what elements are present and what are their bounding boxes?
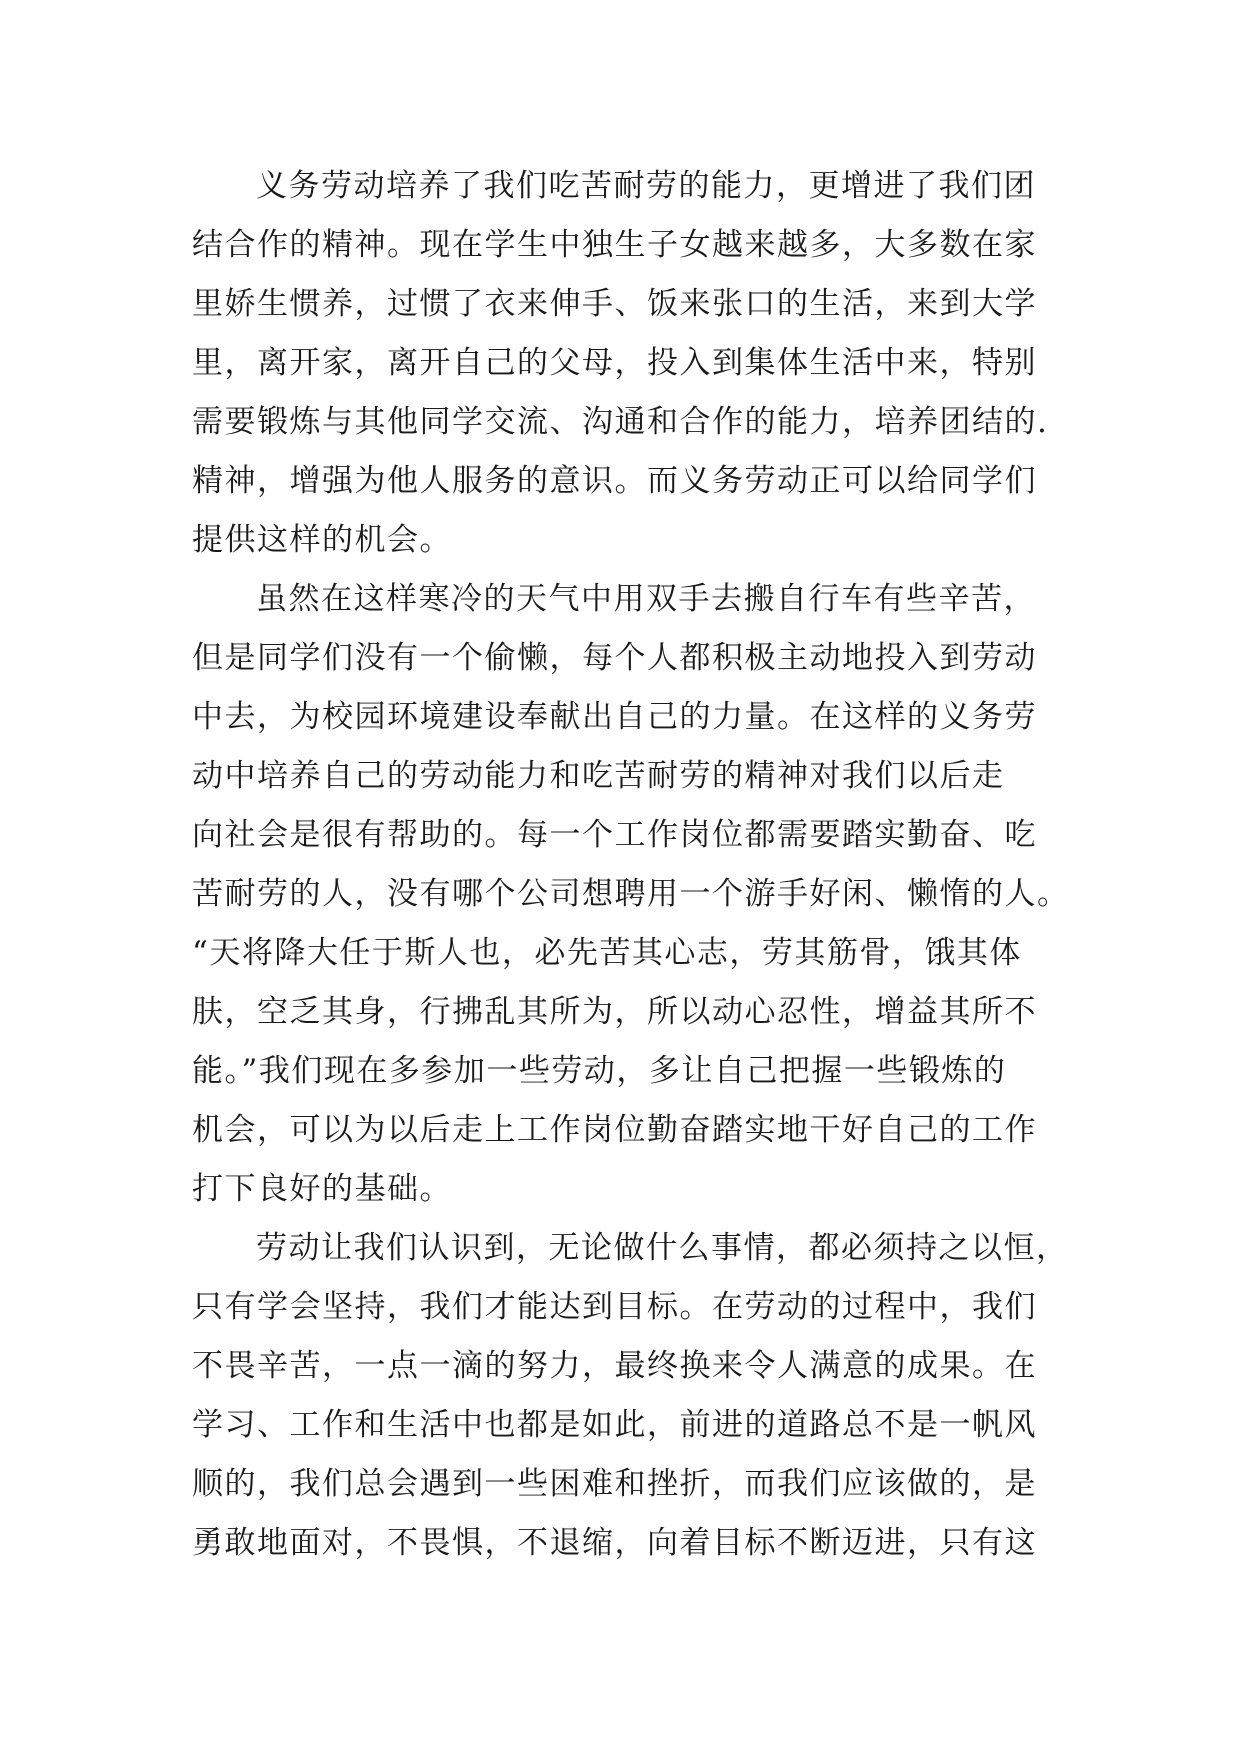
text-line: 里娇生惯养，过惯了衣来伸手、饭来张口的生活，来到大学 bbox=[192, 286, 1037, 322]
text-line: 苦耐劳的人，没有哪个公司想聘用一个游手好闲、懒惰的人。 bbox=[192, 876, 1070, 912]
text-line: 向社会是很有帮助的。每一个工作岗位都需要踏实勤奋、吃 bbox=[192, 817, 1037, 853]
text-line: 只有学会坚持，我们才能达到目标。在劳动的过程中，我们 bbox=[192, 1289, 1037, 1325]
text-line: 顺的，我们总会遇到一些困难和挫折，而我们应该做的，是 bbox=[192, 1466, 1037, 1502]
paragraph-3 bbox=[192, 1219, 1069, 1573]
text-line: 但是同学们没有一个偷懒，每个人都积极主动地投入到劳动 bbox=[192, 640, 1037, 676]
text-line: 里，离开家，离开自己的父母，投入到集体生活中来，特别 bbox=[192, 345, 1037, 381]
text-line: 能。”我们现在多参加一些劳动，多让自己把握一些锻炼的 bbox=[192, 1053, 1007, 1089]
text-line: 机会，可以为以后走上工作岗位勤奋踏实地干好自己的工作 bbox=[192, 1112, 1037, 1148]
text-line: 肤，空乏其身，行拂乱其所为，所以动心忍性，增益其所不 bbox=[192, 994, 1037, 1030]
text-line: 劳动让我们认识到，无论做什么事情，都必须持之以恒， bbox=[256, 1230, 1069, 1266]
text-line: 结合作的精神。现在学生中独生子女越来越多，大多数在家 bbox=[192, 227, 1037, 263]
text-line: 学习、工作和生活中也都是如此，前进的道路总不是一帆风 bbox=[192, 1407, 1037, 1443]
text-line: 提供这样的机会。 bbox=[192, 522, 452, 558]
text-line: 虽然在这样寒冷的天气中用双手去搬自行车有些辛苦， bbox=[256, 581, 1036, 617]
text-line: “天将降大任于斯人也，必先苦其心志，劳其筋骨，饿其体 bbox=[192, 935, 1022, 971]
paragraph-2 bbox=[192, 570, 1070, 1219]
text-line: 不畏辛苦，一点一滴的努力，最终换来令人满意的成果。在 bbox=[192, 1348, 1037, 1384]
document-body bbox=[192, 157, 1070, 1573]
text-line: 打下良好的基础。 bbox=[192, 1171, 452, 1207]
text-line: 需要锻炼与其他同学交流、沟通和合作的能力，培养团结的. bbox=[192, 404, 1049, 440]
text-line: 动中培养自己的劳动能力和吃苦耐劳的精神对我们以后走 bbox=[192, 758, 1005, 794]
paragraph-1 bbox=[192, 157, 1062, 570]
text-line: 精神，增强为他人服务的意识。而义务劳动正可以给同学们 bbox=[192, 463, 1037, 499]
text-line: 勇敢地面对，不畏惧，不退缩，向着目标不断迈进，只有这 bbox=[192, 1525, 1037, 1561]
text-line: 义务劳动培养了我们吃苦耐劳的能力，更增进了我们团 bbox=[256, 168, 1036, 204]
text-line: 中去，为校园环境建设奉献出自己的力量。在这样的义务劳 bbox=[192, 699, 1037, 735]
